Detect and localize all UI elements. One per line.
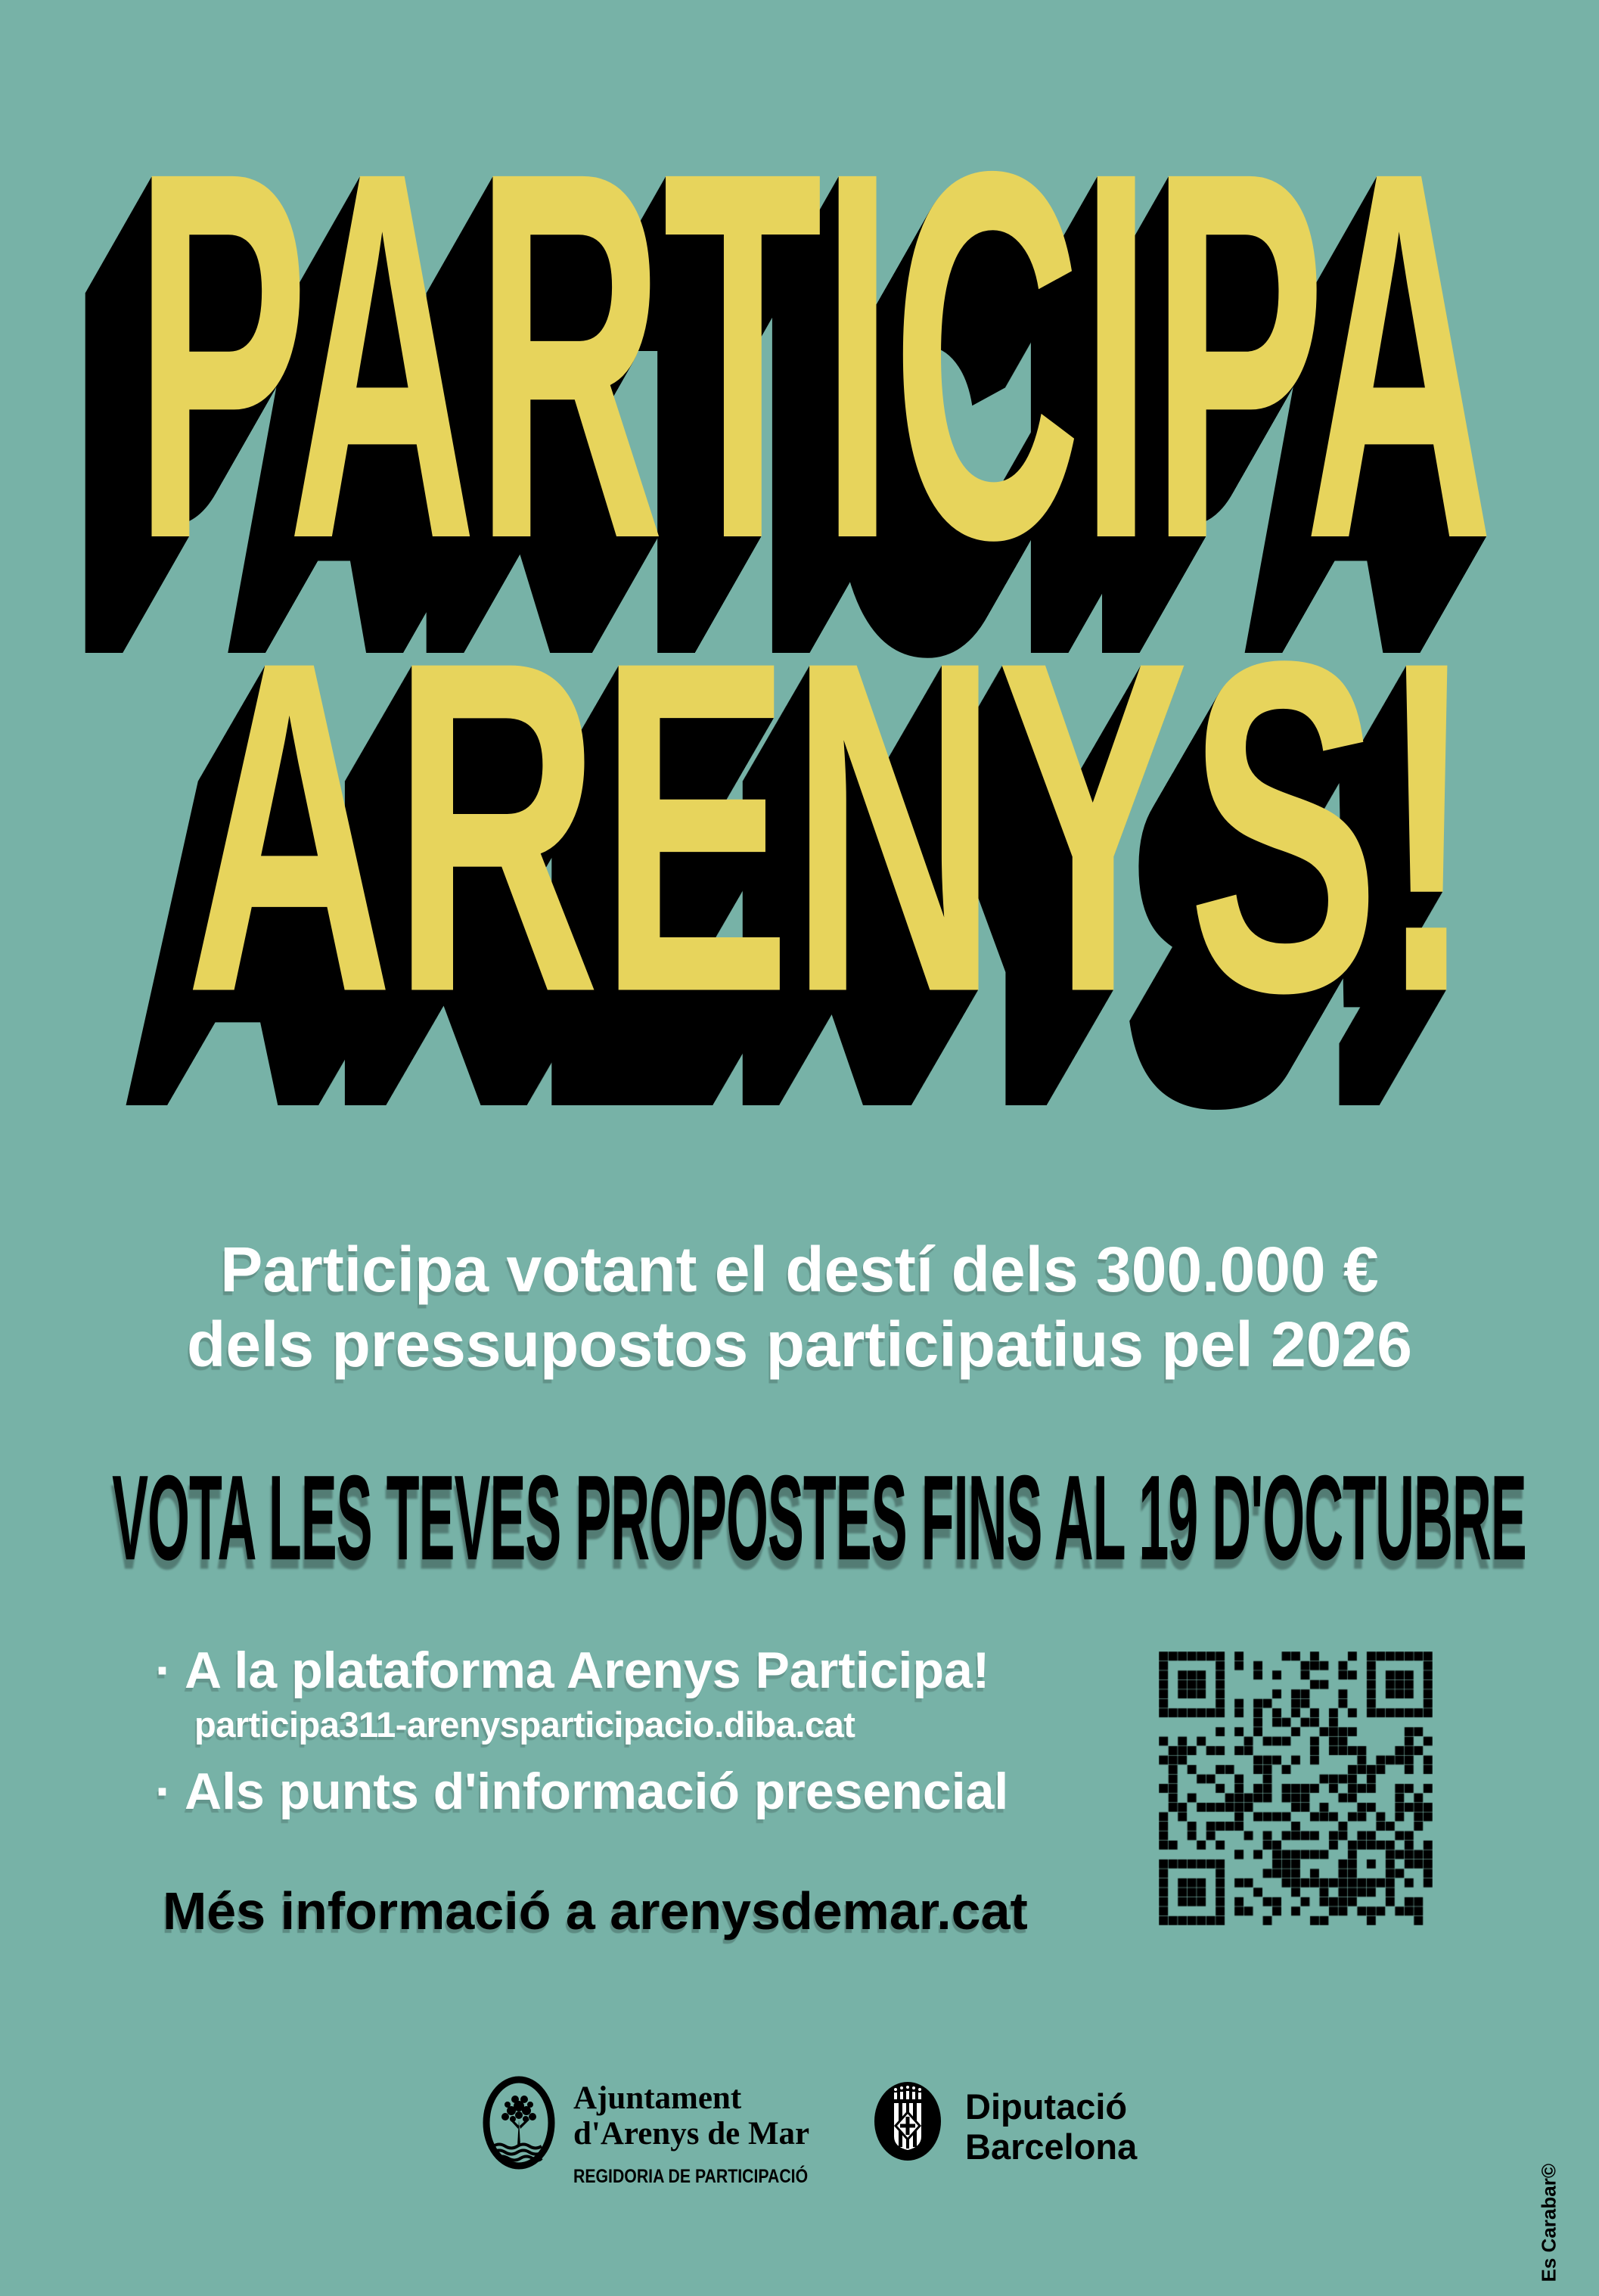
bullet-item-info-points: · Als punts d'informació presencial [155, 1763, 1009, 1820]
ajuntament-arenys-logo [483, 2076, 555, 2170]
tree-icon [501, 2096, 536, 2145]
shield-icon [894, 2103, 921, 2150]
subtitle-line2: dels pressupostos participatius pel 2026 [187, 1309, 1412, 1380]
headline-participa: PARTICIPA [134, 64, 1492, 648]
diputacio-barcelona-logo [871, 2080, 944, 2162]
ajuntament-name-line2: d'Arenys de Mar [573, 2116, 810, 2152]
subtitle-line1: Participa votant el destí dels 300.000 € [220, 1234, 1379, 1305]
subtitle [0, 1232, 1599, 1382]
diputacio-name-line2: Barcelona [965, 2127, 1138, 2167]
headline-arenys: ARENYS! [185, 563, 1474, 1091]
bullet-item-platform: · A la plataforma Arenys Participa! [155, 1642, 990, 1699]
qr-code [1159, 1651, 1433, 1925]
ajuntament-name-line1: Ajuntament [573, 2080, 742, 2116]
diputacio-text-block [965, 2086, 1137, 2167]
regidoria-label: REGIDORIA DE PARTICIPACIÓ [573, 2166, 809, 2187]
ajuntament-text-block [573, 2080, 849, 2195]
deadline-headline: VOTA LES TEVES PROPOSTES FINS AL 19 D'OCTUBRE [112, 1449, 1526, 1586]
studio-credit: Es Carabar© [1537, 2164, 1560, 2282]
platform-url-label: participa311-arenysparticipacio.diba.cat [194, 1704, 855, 1745]
diputacio-name-line1: Diputació [965, 2086, 1128, 2127]
more-info-text: Més informació a arenysdemar.cat [163, 1881, 1028, 1940]
